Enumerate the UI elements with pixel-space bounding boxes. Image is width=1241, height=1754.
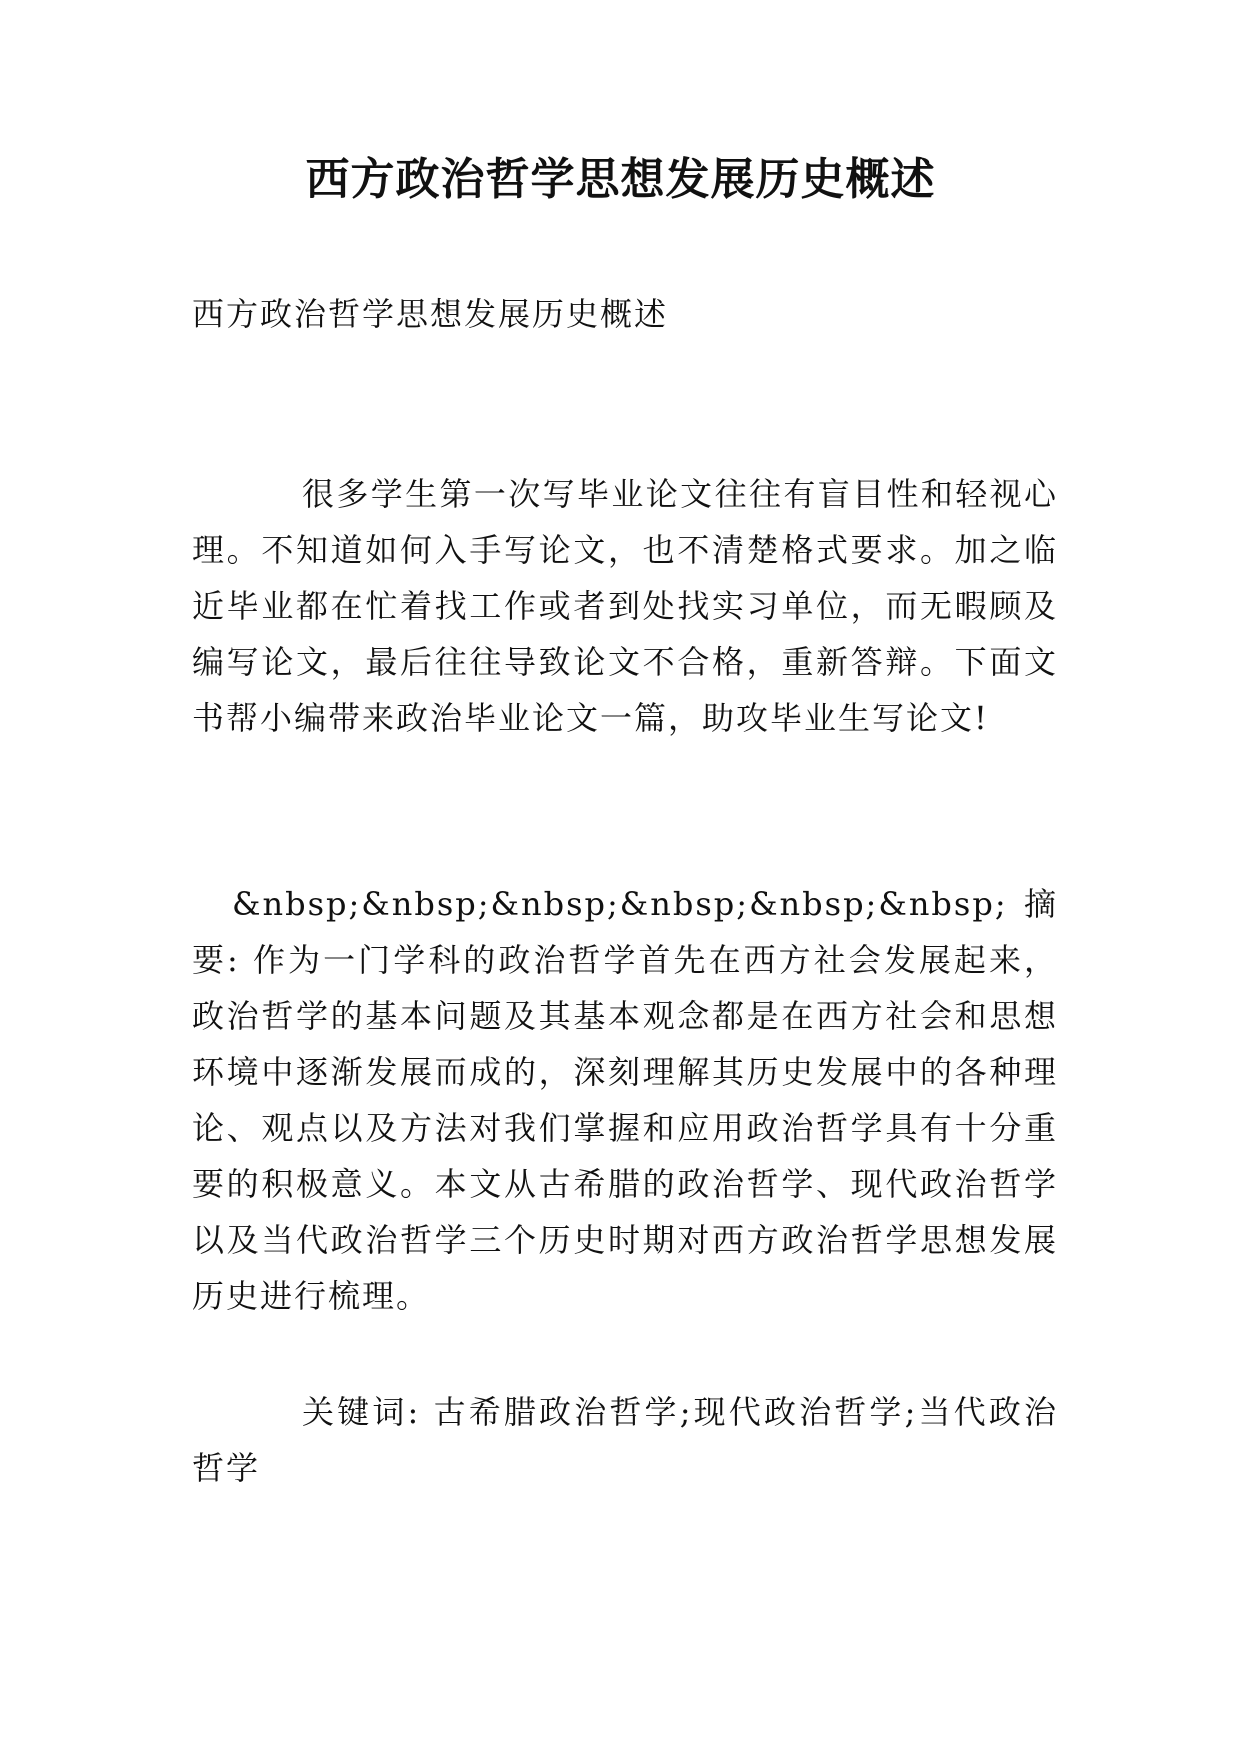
intro-paragraph: 很多学生第一次写毕业论文往往有盲目性和轻视心理。不知道如何入手写论文，也不清楚格式要求。加之临近毕业都在忙着找工作或者到处找实习单位，而无暇顾及编写论文，最后往往导致论文不合格，重新答辩。下面文书帮小编带来政治毕业论文一篇，助攻毕业生写论文! <box>192 475 1058 737</box>
document-title: 西方政治哲学思想发展历史概述 <box>305 154 936 205</box>
abstract-paragraph: &nbsp;&nbsp;&nbsp;&nbsp;&nbsp;&nbsp; 摘 要: 作为一门学科的政治哲学首先在西方社会发展起来，政治哲学的基本问题及其基本观念都是在西方社会和思想环境中逐渐发展而成的，深刻理解其历史发展中的各种理论、观点以及方法对我们掌握和应用政治哲学具有十分重要的积极意义。本文从古希腊的政治哲学、现代政治哲学以及当代政治哲学三个历史时期对西方政治哲学思想发展历史进行梳理。 <box>192 885 1058 1315</box>
keywords-paragraph: 关键词: 古希腊政治哲学;现代政治哲学;当代政治哲学 <box>192 1393 1058 1487</box>
document-subtitle: 西方政治哲学思想发展历史概述 <box>192 295 669 333</box>
